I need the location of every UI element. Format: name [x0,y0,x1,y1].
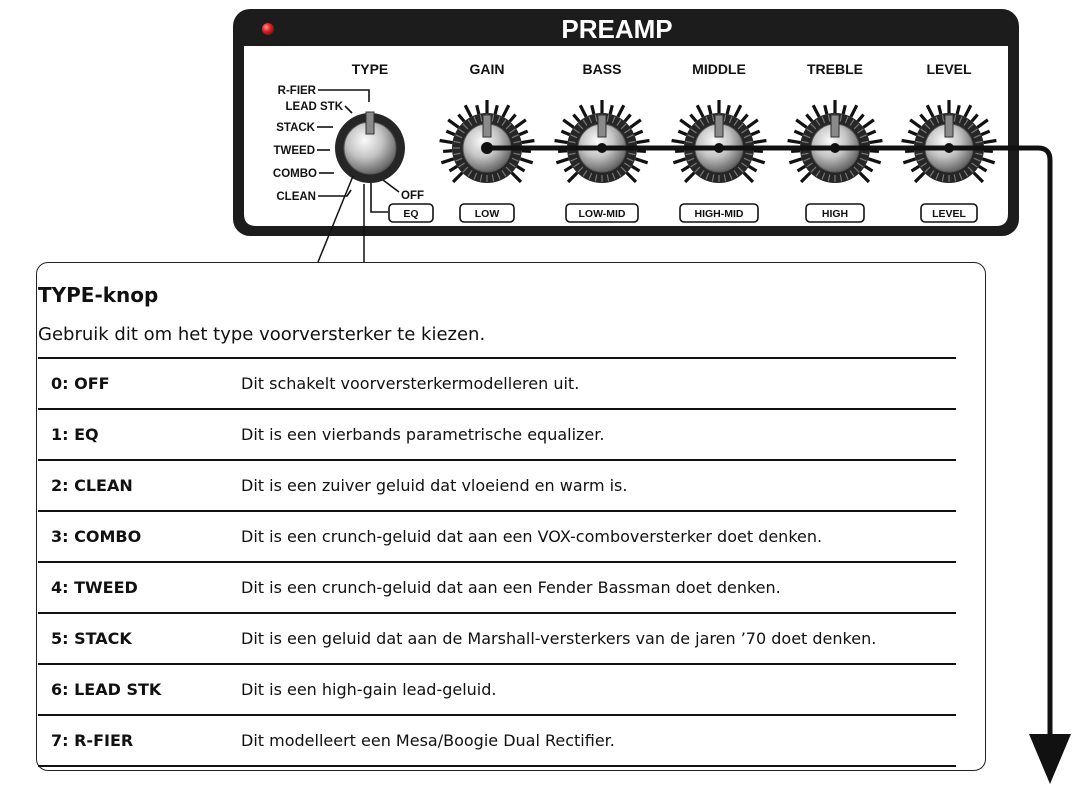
tag-high-label: HIGH [821,208,849,220]
tag-low [460,204,514,222]
info-title: TYPE-knop [38,283,159,307]
mode-name: 1: EQ [38,409,239,460]
tag-low-label: LOW [474,208,500,220]
mode-name: 5: STACK [38,613,239,664]
signal-dot-gain [481,142,493,154]
tag-level-label: LEVEL [932,208,966,220]
table-row [38,562,956,613]
type-position-tweed: TWEED [273,145,315,157]
type-position-r-fier: R-FIER [277,85,316,97]
table-row [38,358,956,409]
mode-description: Dit is een zuiver geluid dat vloeiend en warm is. [239,460,956,511]
power-led-icon [262,23,274,35]
knob-label-treble: TREBLE [807,61,863,77]
knob-label-gain: GAIN [469,61,505,77]
table-row [38,409,956,460]
tag-low-mid-label: LOW-MID [578,208,626,220]
tag-low-mid [566,204,638,222]
type-position-off: OFF [401,190,424,202]
table-row [38,460,956,511]
table-row [38,664,956,715]
mode-description: Dit is een high-gain lead-geluid. [239,664,956,715]
signal-dot-bass [597,143,607,153]
type-position-clean: CLEAN [276,191,316,203]
info-description: Gebruik dit om het type voorversterker te kiezen. [38,324,486,345]
knob-label-level: LEVEL [926,61,972,77]
tag-level [921,204,977,222]
knob-pointer [598,115,606,137]
knob-pointer [483,115,491,137]
tag-high-mid-label: HIGH-MID [694,208,744,220]
type-position-lead-stk: LEAD STK [285,101,343,113]
type-mode-table [38,357,956,767]
arrow-head-icon [1029,734,1071,784]
table-row [38,613,956,664]
type-position-combo: COMBO [272,168,317,180]
mode-name: 2: CLEAN [38,460,239,511]
mode-description: Dit schakelt voorversterkermodelleren uit. [239,358,956,409]
mode-name: 3: COMBO [38,511,239,562]
mode-description: Dit is een geluid dat aan de Marshall-versterkers van de jaren ’70 doet denken. [239,613,956,664]
mode-name: 6: LEAD STK [38,664,239,715]
type-position-stack: STACK [276,122,315,134]
knob-pointer [831,115,839,137]
mode-description: Dit is een crunch-geluid dat aan een Fender Bassman doet denken. [239,562,956,613]
mode-name: 0: OFF [38,358,239,409]
tag-eq [389,204,433,222]
knob-pointer [715,115,723,137]
knob-label-bass: BASS [582,61,622,77]
tag-eq-label: EQ [403,208,419,220]
mode-name: 7: R-FIER [38,715,239,766]
mode-description: Dit is een vierbands parametrische equalizer. [239,409,956,460]
tag-high-mid [680,204,758,222]
knob-label-middle: MIDDLE [692,61,746,77]
knob-pointer [945,115,953,137]
signal-dot-treble [830,143,840,153]
type-knob-pointer [366,112,374,134]
tag-high [806,204,864,222]
signal-dot-middle [714,143,724,153]
mode-description: Dit is een crunch-geluid dat aan een VOX-comboversterker doet denken. [239,511,956,562]
table-row [38,511,956,562]
signal-dot-level [944,143,954,153]
table-row [38,715,956,766]
knob-label-type: TYPE [351,61,389,77]
mode-description: Dit modelleert een Mesa/Boogie Dual Rectifier. [239,715,956,766]
panel-title: PREAMP [561,14,673,44]
mode-name: 4: TWEED [38,562,239,613]
